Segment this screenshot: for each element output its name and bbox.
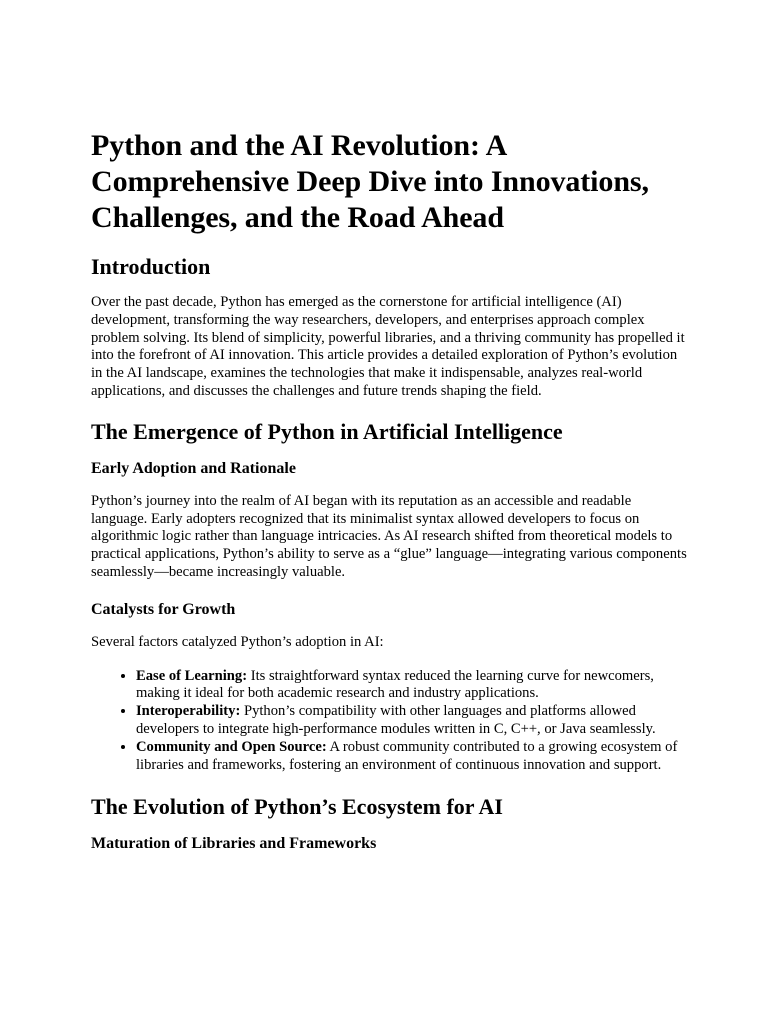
early-adoption-paragraph: Python’s journey into the realm of AI began with its reputation as an accessible and readable language. Early adopters recognized that its minimalist syntax allowed developers to focus on algorithmic logic rather than language intricacies. As AI research shifted from theoretical models to practical applications, Python’s ability to serve as a “glue” language—integrating various components seamlessly—became increasingly valuable. bbox=[91, 492, 687, 580]
list-item-term: Community and Open Source: bbox=[136, 738, 327, 755]
list-item-text: A robust community contributed to a growing ecosystem of libraries and frameworks, fostering an environment of continuous innovation and support. bbox=[136, 738, 678, 773]
document-title: Python and the AI Revolution: A Comprehensive Deep Dive into Innovations, Challenges, and the Road Ahead bbox=[91, 129, 649, 234]
subheading-catalysts: Catalysts for Growth bbox=[91, 600, 236, 618]
subheading-early-adoption: Early Adoption and Rationale bbox=[91, 459, 296, 477]
list-item bbox=[136, 703, 691, 739]
list-item-term: Interoperability: bbox=[136, 703, 241, 720]
intro-paragraph: Over the past decade, Python has emerged as the cornerstone for artificial intelligence (AI) development, transforming the way researchers, developers, and enterprises approach complex problem solving. Its blend of simplicity, powerful libraries, and a thriving community has propelled it into the forefront of AI innovation. This article provides a detailed exploration of Python’s evolution in the AI landscape, examines the technologies that make it indispensable, analyzes real-world applications, and discusses the challenges and future trends shaping the field. bbox=[91, 294, 685, 399]
section-heading-emergence: The Emergence of Python in Artificial Intelligence bbox=[91, 418, 563, 444]
list-item-text: Its straightforward syntax reduced the learning curve for newcomers, making it ideal for both academic research and industry applications. bbox=[136, 667, 654, 702]
list-item-term: Ease of Learning: bbox=[136, 667, 248, 684]
catalysts-list bbox=[91, 668, 691, 775]
section-heading-ecosystem: The Evolution of Python’s Ecosystem for AI bbox=[91, 794, 503, 820]
section-heading-introduction: Introduction bbox=[91, 254, 211, 279]
list-item-text: Python’s compatibility with other languages and platforms allowed developers to integrate high-performance modules written in C, C++, or Java seamlessly. bbox=[136, 703, 656, 737]
catalysts-paragraph: Several factors catalyzed Python’s adoption in AI: bbox=[91, 633, 384, 650]
document-page bbox=[91, 128, 691, 868]
list-item bbox=[136, 739, 691, 775]
list-item bbox=[136, 668, 691, 704]
subheading-maturation: Maturation of Libraries and Frameworks bbox=[91, 835, 377, 853]
